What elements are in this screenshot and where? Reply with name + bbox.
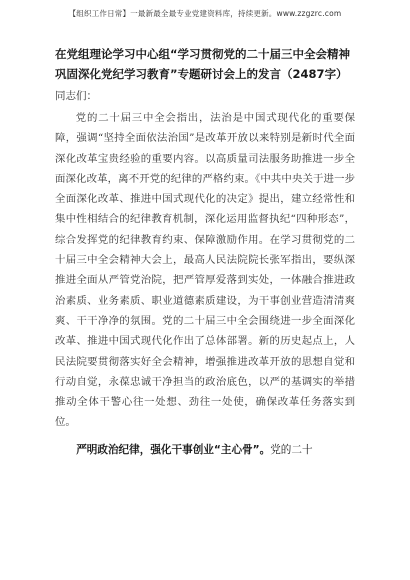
section-heading-tail: 党的二十 <box>270 443 313 456</box>
site-banner: 【组织工作日常】一最新最全最专业党建资料库，持续更新。www.zzgzrc.com <box>68 9 342 18</box>
document-body <box>55 44 355 461</box>
section-heading <box>55 439 355 461</box>
section-heading-text: 严明政治纪律，强化干事创业“主心骨”。 <box>76 443 271 456</box>
document-title: 在党组理论学习中心组“学习贯彻党的二十届三中全会精神巩固深化党纪学习教育”专题研讨会上的发言（2487字） <box>55 47 351 81</box>
paragraph: 党的二十届三中全会指出，法治是中国式现代化的重要保障，强调“坚持全面依法治国”是改革开放以来特别是新时代全面深化改革宝贵经验的重要内容。以高质量司法服务助推进一步全面深化改革，离不开党的纪律的严格约束。《中共中央关于进一步全面深化改革、推进中国式现代化的决定》提出，建立经常性和集中性相结合的纪律教育机制，深化运用监督执纪“四种形态”，综合发挥党的纪律教育约束、保障激励作用。在学习贯彻党的二十届三中全会精神大会上，最高人民法院院长张军指出，要纵深推进全面从严管党治院，把严管厚爱落到实处，一体融合推进政治素质、业务素质、职业道德素质建设，为干事创业营造清清爽爽、干干净净的氛围。党的二十届三中全会围绕进一步全面深化改革、推进中国式现代化作出了总体部署。新的历史起点上，人民法院要贯彻落实好全会精神，增强推进改革开放的思想自觉和行动自觉，永葆忠诚干净担当的政治底色，以严的基调实的举措推动全体干警心往一处想、劲往一处使，确保改革任务落实到位。 <box>55 112 355 429</box>
salutation: 同志们： <box>55 90 97 102</box>
